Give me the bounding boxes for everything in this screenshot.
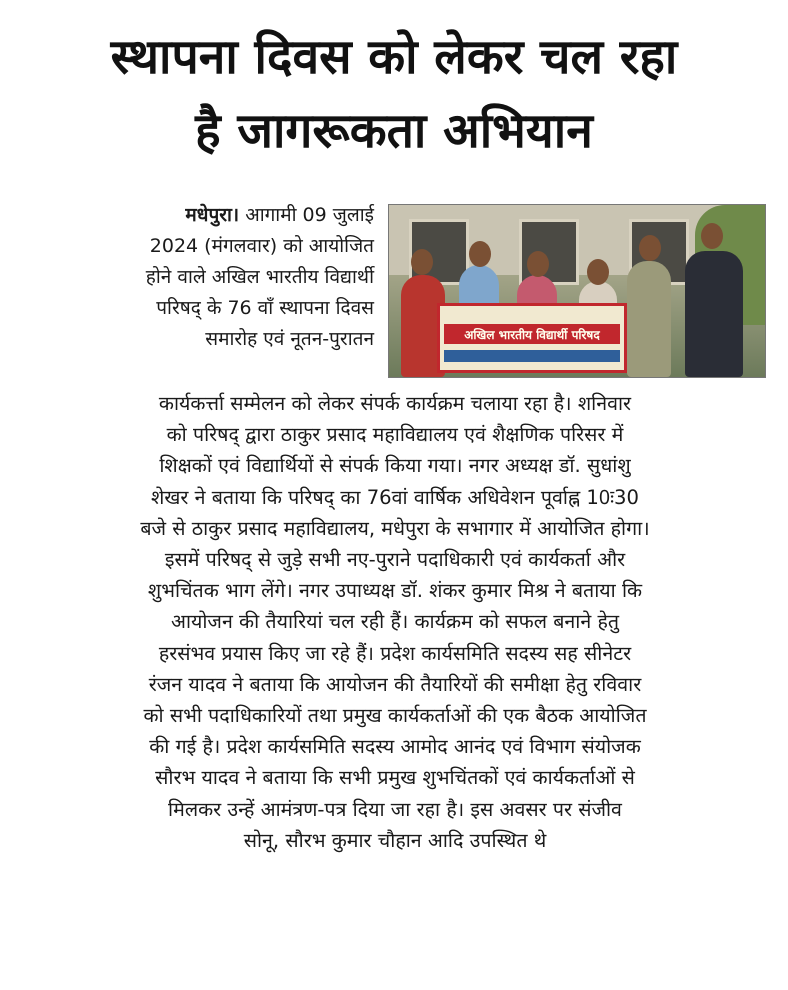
body-line: इसमें परिषद् से जुड़े सभी नए-पुराने पदाधिकारी एवं कार्यकर्ता और (164, 548, 626, 572)
photo-banner (437, 303, 627, 373)
headline (0, 20, 788, 168)
dateline: मधेपुरा। (185, 204, 240, 226)
lead-line: 2024 (मंगलवार) को आयोजित (149, 235, 374, 257)
body-line: शेखर ने बताया कि परिषद् का 76वां वार्षिक अधिवेशन पूर्वाह्न 10ः30 (151, 485, 639, 509)
body-line: सौरभ यादव ने बताया कि सभी प्रमुख शुभचिंतकों एवं कार्यकर्ताओं से (155, 766, 635, 790)
body-line: को सभी पदाधिकारियों तथा प्रमुख कार्यकर्ताओं की एक बैठक आयोजित (143, 704, 647, 728)
body-line: रंजन यादव ने बताया कि आयोजन की तैयारियों की समीक्षा हेतु रविवार (148, 672, 642, 696)
body-line: शिक्षकों एवं विद्यार्थियों से संपर्क किया गया। नगर अध्यक्ष डॉ. सुधांशु (159, 454, 631, 478)
body-line: मिलकर उन्हें आमंत्रण-पत्र दिया जा रहा है। इस अवसर पर संजीव (168, 797, 622, 821)
body-line: को परिषद् द्वारा ठाकुर प्रसाद महाविद्यालय एवं शैक्षणिक परिसर में (166, 423, 624, 447)
lead-line: होने वाले अखिल भारतीय विद्यार्थी (145, 266, 374, 288)
body-line: आयोजन की तैयारियां चल रही हैं। कार्यक्रम को सफल बनाने हेतु (170, 610, 620, 634)
banner-text: अखिल भारतीय विद्यार्थी परिषद (464, 328, 600, 342)
lead-paragraph (28, 200, 374, 355)
lead-line: समारोह एवं नूतन-पुरातन (205, 328, 374, 350)
body-line: कार्यकर्त्ता सम्मेलन को लेकर संपर्क कार्यक्रम चलाया रहा है। शनिवार (158, 392, 632, 415)
headline-line-1: स्थापना दिवस को लेकर चल रहा (110, 29, 678, 85)
news-photo (388, 204, 766, 378)
lead-line: मधेपुरा। आगामी 09 जुलाई (185, 204, 374, 226)
body-line: की गई है। प्रदेश कार्यसमिति सदस्य आमोद आनंद एवं विभाग संयोजक (149, 735, 641, 759)
article-body (28, 388, 762, 856)
body-line: सोनू, सौरभ कुमार चौहान आदि उपस्थित थे (243, 828, 547, 852)
body-line: बजे से ठाकुर प्रसाद महाविद्यालय, मधेपुरा के सभागार में आयोजित होगा। (140, 516, 650, 540)
body-line: शुभचिंतक भाग लेंगे। नगर उपाध्यक्ष डॉ. शंकर कुमार मिश्र ने बताया कि (147, 579, 643, 603)
headline-line-2: है जागरूकता अभियान (195, 103, 593, 159)
body-line: हरसंभव प्रयास किए जा रहे हैं। प्रदेश कार्यसमिति सदस्य सह सीनेटर (158, 641, 632, 665)
lead-line: परिषद् के 76 वाँ स्थापना दिवस (156, 297, 374, 319)
